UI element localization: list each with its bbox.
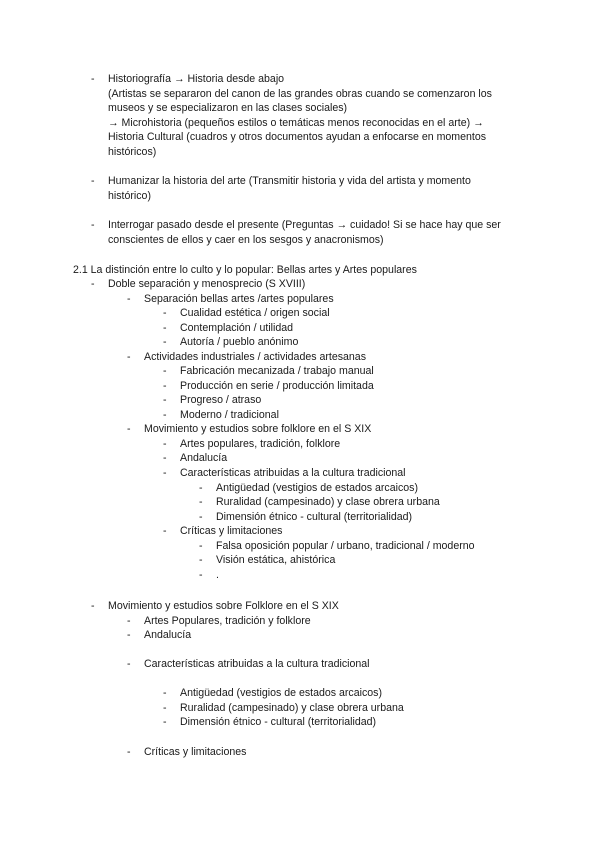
bullet-dash: - [163, 687, 167, 699]
outline-item: Autoría / pueblo anónimo [180, 336, 299, 348]
bullet-dash: - [163, 322, 167, 334]
bullet-dash: - [91, 278, 95, 290]
text-line: → Microhistoria (pequeños estilos o temáticas menos reconocidas en el arte) → [108, 117, 484, 129]
bullet-dash: - [91, 600, 95, 612]
outline-item: Progreso / atraso [180, 394, 262, 406]
outline-item: Andalucía [144, 629, 192, 641]
outline-item: Artes populares, tradición, folklore [180, 438, 341, 450]
outline-item: Críticas y limitaciones [180, 525, 283, 537]
bullet-dash: - [199, 540, 203, 552]
text-line: conscientes de ellos y caer en los sesgos y anacronismos) [108, 234, 384, 246]
text-line: históricos) [108, 146, 157, 158]
outline-item: Falsa oposición popular / urbano, tradicional / moderno [216, 540, 475, 552]
text-line: Historiografía → Historia desde abajo [108, 73, 285, 85]
bullet-dash: - [163, 716, 167, 728]
bullet-dash: - [127, 629, 131, 641]
outline-item: Antigüedad (vestigios de estados arcaicos) [180, 687, 382, 699]
bullet-dash: - [127, 658, 131, 670]
bullet-dash: - [163, 525, 167, 537]
bullet-dash: - [127, 423, 131, 435]
outline-item: Ruralidad (campesinado) y clase obrera urbana [180, 702, 404, 714]
bullet-dash: - [127, 746, 131, 758]
outline-item: Dimensión étnico - cultural (territorialidad) [180, 716, 377, 728]
bullet-dash: - [127, 351, 131, 363]
section-heading: 2.1 La distinción entre lo culto y lo popular: Bellas artes y Artes populares [73, 264, 417, 276]
text-line: museos y se especializaron en las clases sociales) [108, 102, 348, 114]
bullet-dash: - [199, 511, 203, 523]
outline-item: Artes Populares, tradición y folklore [144, 615, 311, 627]
bullet-dash: - [91, 175, 95, 187]
bullet-dash: - [127, 615, 131, 627]
bullet-dash: - [163, 336, 167, 348]
outline-item: . [216, 569, 219, 581]
outline-item: Críticas y limitaciones [144, 746, 247, 758]
outline-item: Antigüedad (vestigios de estados arcaicos) [216, 482, 418, 494]
outline-item: Características atribuidas a la cultura tradicional [180, 467, 406, 479]
bullet-dash: - [163, 307, 167, 319]
bullet-dash: - [199, 554, 203, 566]
outline-item: Producción en serie / producción limitada [180, 380, 374, 392]
outline-item: Doble separación y menosprecio (S XVIII) [108, 278, 306, 290]
text-line: Humanizar la historia del arte (Transmitir historia y vida del artista y momento [108, 175, 471, 187]
outline-item: Fabricación mecanizada / trabajo manual [180, 365, 374, 377]
bullet-dash: - [163, 452, 167, 464]
bullet-dash: - [127, 293, 131, 305]
bullet-dash: - [199, 569, 203, 581]
bullet-dash: - [163, 394, 167, 406]
text-line: histórico) [108, 190, 151, 202]
outline-item: Andalucía [180, 452, 228, 464]
outline-item: Moderno / tradicional [180, 409, 279, 421]
text-line: Historia Cultural (cuadros y otros documentos ayudan a enfocarse en momentos [108, 131, 487, 143]
outline-item: Contemplación / utilidad [180, 322, 294, 334]
bullet-dash: - [91, 73, 95, 85]
outline-item: Ruralidad (campesinado) y clase obrera urbana [216, 496, 440, 508]
bullet-dash: - [91, 219, 95, 231]
outline-item: Movimiento y estudios sobre Folklore en el S XIX [108, 600, 339, 612]
bullet-dash: - [163, 380, 167, 392]
bullet-dash: - [163, 365, 167, 377]
bullet-dash: - [199, 496, 203, 508]
bullet-dash: - [163, 438, 167, 450]
outline-item: Cualidad estética / origen social [180, 307, 330, 319]
bullet-dash: - [163, 409, 167, 421]
bullet-dash: - [163, 702, 167, 714]
bullet-dash: - [199, 482, 203, 494]
text-line: (Artistas se separaron del canon de las grandes obras cuando se comenzaron los [108, 88, 492, 100]
outline-item: Visión estática, ahistórica [216, 554, 336, 566]
outline-item: Características atribuidas a la cultura tradicional [144, 658, 370, 670]
outline-item: Actividades industriales / actividades artesanas [144, 351, 366, 363]
bullet-dash: - [163, 467, 167, 479]
outline-item: Movimiento y estudios sobre folklore en el S XIX [144, 423, 372, 435]
text-line: Interrogar pasado desde el presente (Preguntas → cuidado! Si se hace hay que ser [108, 219, 501, 231]
outline-item: Separación bellas artes /artes populares [144, 293, 334, 305]
outline-item: Dimensión étnico - cultural (territorialidad) [216, 511, 413, 523]
